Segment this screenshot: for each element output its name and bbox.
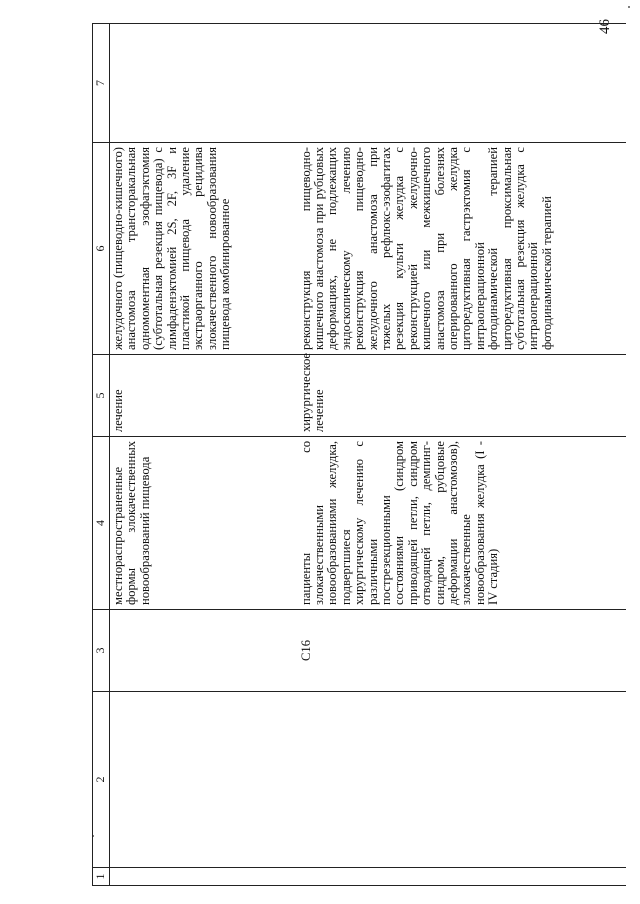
cell-code: C16 xyxy=(298,610,626,692)
header-col-7: 7 xyxy=(93,24,110,143)
scan-speck xyxy=(628,6,630,8)
cell-profile xyxy=(298,692,626,868)
medical-procedures-table xyxy=(92,23,626,886)
header-col-4: 4 xyxy=(93,437,110,610)
cell-patient-model: местнораспространенные формы злокачественных новообразований пищевода xyxy=(110,437,298,610)
header-col-5: 5 xyxy=(93,355,110,437)
header-col-1: 1 xyxy=(93,868,110,886)
cell-extra xyxy=(110,24,298,143)
cell-number xyxy=(110,868,298,886)
table-row xyxy=(298,24,626,886)
cell-treatment-method: желудочного (пищеводно-кишечного) анастомоза трансторакальная одномоментная эзофагэктомия (субтотальная резекция пищевода) с лимфаденэктомией 2S, 2F, 3F и пластикой пищевода удаление экстраорганного рецидива злокачественного новообразования пищевода комбинированное xyxy=(110,143,298,355)
header-col-6: 6 xyxy=(93,143,110,355)
header-col-3: 3 xyxy=(93,610,110,692)
table-row xyxy=(110,24,298,886)
cell-treatment-type: лечение xyxy=(110,355,298,437)
cell-extra xyxy=(298,24,626,143)
header-col-2: 2 xyxy=(93,692,110,868)
cell-patient-model: пациенты со злокачественными новообразованиями желудка, подвергшиеся хирургическому лечению с различными пострезекционными состояниями (синдром приводящей петли, синдром отводящей петли, демпинг-синдром, рубцовые деформации анастомозов), злокачественные новообразования желудка (I - IV стадия) xyxy=(298,437,626,610)
cell-treatment-type: хирургическое лечение xyxy=(298,355,626,437)
cell-profile xyxy=(110,692,298,868)
cell-treatment-method: реконструкция пищеводно-кишечного анастомоза при рубцовых деформациях, не подлежащих эндоскопическому лечению реконструкция пищеводно-желудочного анастомоза при тяжелых рефлюкс-эзофагитах резекция культи желудка с реконструкцией желудочно-кишечного или межкишечного анастомоза при болезнях оперированного желудка циторедуктивная гастрэктомия с интраоперационной фотодинамической терапией циторедуктивная проксимальная субтотальная резекция желудка с интраоперационной фотодинамической терапией xyxy=(298,143,626,355)
header-row xyxy=(93,24,110,886)
cell-number xyxy=(298,868,626,886)
rotated-table-wrapper xyxy=(92,24,636,886)
cell-code xyxy=(110,610,298,692)
page-number: 46 xyxy=(597,19,613,34)
